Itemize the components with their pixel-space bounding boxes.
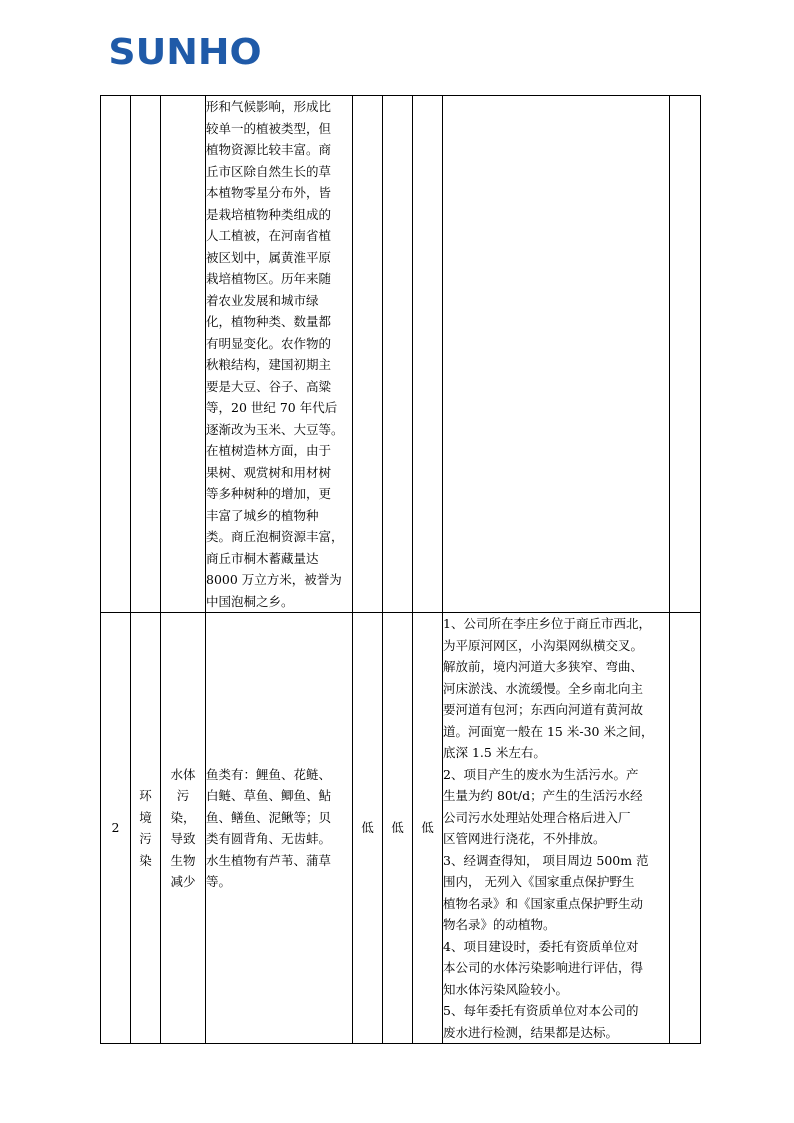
category-environmental-pollution: 环 境 污 染: [131, 613, 161, 1044]
document-table: [100, 95, 701, 1044]
cell-number-empty: [101, 96, 131, 613]
cell-remark-empty: [670, 96, 701, 613]
aquatic-species: 鱼类有：鲤鱼、花鲢、 白鲢、草鱼、鲫鱼、鲇 鱼、鳝鱼、泥鳅等；贝 类有圆背角、无齿蚌。 水生植物有芦苇、蒲草 等。: [206, 613, 353, 1044]
risk-level-2: 低: [383, 613, 413, 1044]
table-row-2: [101, 613, 701, 1044]
cell-risk-empty-3: [413, 96, 443, 613]
control-measures: 1、公司所在李庄乡位于商丘市西北， 为平原河网区，小沟渠网纵横交叉。 解放前，境内河道大多狭窄、弯曲、 河床淤浅、水流缓慢。全乡南北向主 要河道有包河；东西向河道有黄河故 道。河面宽一般在 15 米-30 米之间， 底深 1.5 米左右。 2、项目产生的废水为生活污水。产 生量为约 80t/d；产生的生活污水经 公司污水处理站处理合格后进入厂 区管网进行浇花，不外排放。 3、经调查得知， 项目周边 500m 范 围内， 无列入《国家重点保护野生 植物名录》和《国家重点保护野生动 物名录》的动植物。 4、项目建设时，委托有资质单位对 本公司的水体污染影响进行评估，得 知水体污染风险较小。 5、每年委托有资质单位对本公司的 废水进行检测，结果都是达标。: [443, 613, 670, 1044]
risk-level-1: 低: [353, 613, 383, 1044]
cell-remark: [670, 613, 701, 1044]
cell-risk-empty-1: [353, 96, 383, 613]
row-number: 2: [101, 613, 131, 1044]
table-row-continued: [101, 96, 701, 613]
risk-level-3: 低: [413, 613, 443, 1044]
cell-risk-empty-2: [383, 96, 413, 613]
impact-water-pollution: 水体 污 染， 导致 生物 减少: [161, 613, 206, 1044]
vegetation-description: 形和气候影响，形成比 较单一的植被类型，但 植物资源比较丰富。商 丘市区除自然生长的草 本植物零星分布外，皆 是栽培植物种类组成的 人工植被，在河南省植 被区划中，属黄淮平原 栽培植物区。历年来随 着农业发展和城市绿 化，植物种类、数量都 有明显变化。农作物的 秋粮结构，建国初期主 要是大豆、谷子、高粱 等，20 世纪 70 年代后 逐渐改为玉米、大豆等。 在植树造林方面，由于 果树、观赏树和用材树 等多种树种的增加，更 丰富了城乡的植物种 类。商丘泡桐资源丰富， 商丘市桐木蓄藏量达 8000 万立方米，被誉为 中国泡桐之乡。: [206, 96, 353, 613]
cell-measures-empty: [443, 96, 670, 613]
company-logo: SUNHO: [108, 32, 262, 73]
cell-category-empty: [131, 96, 161, 613]
cell-impact-empty: [161, 96, 206, 613]
